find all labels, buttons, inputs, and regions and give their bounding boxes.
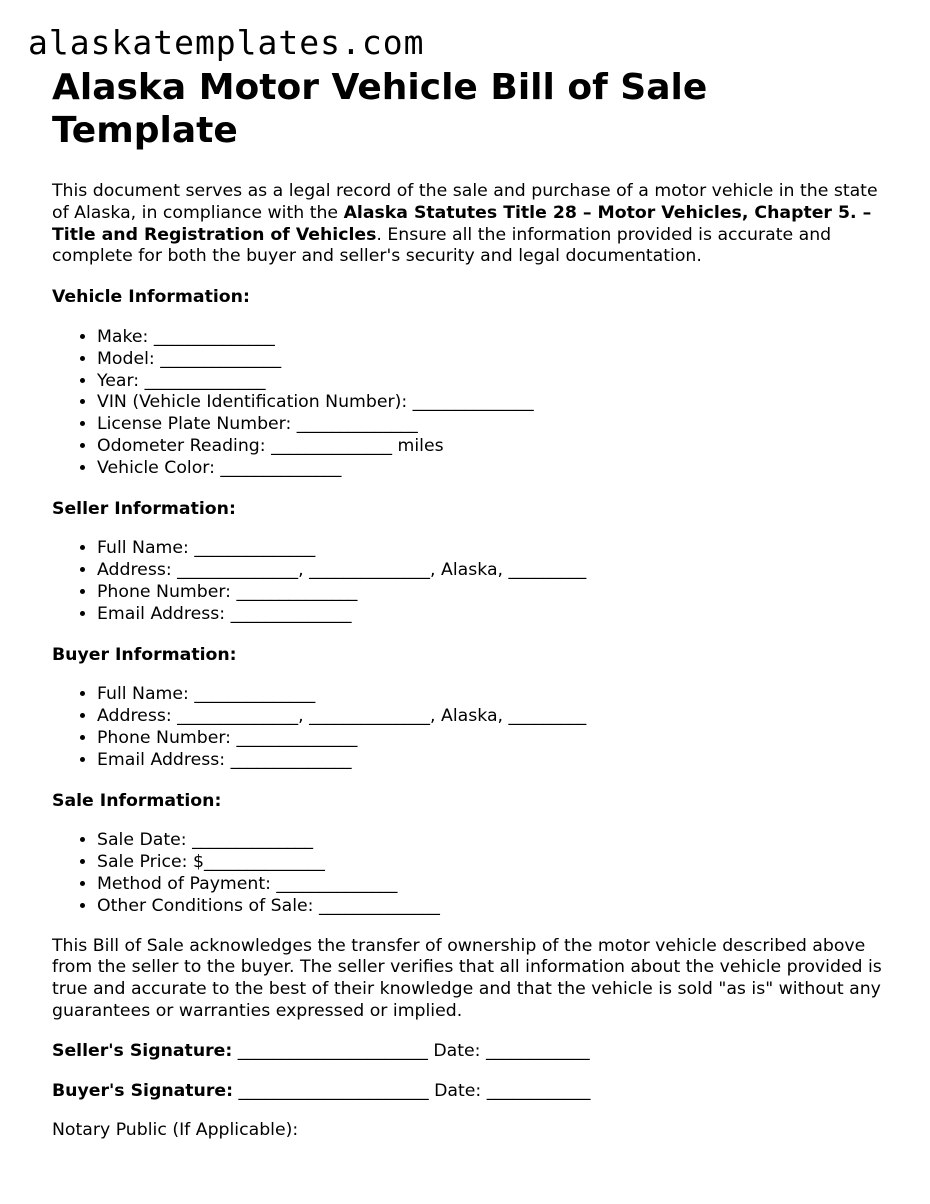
seller-signature-label: Seller's Signature: (52, 1040, 233, 1061)
statute-reference: Alaska Statutes Title 28 – Motor Vehicles, Chapter 5. – Title and Registration of Vehicles (52, 202, 872, 245)
list-item: • Year: ______________ (97, 371, 892, 393)
site-watermark: alaskatemplates.com (28, 23, 425, 62)
buyer-info-list (52, 684, 892, 771)
list-item: • Email Address: ______________ (97, 750, 892, 772)
list-item: • Make: ______________ (97, 327, 892, 349)
list-item: • Full Name: ______________ (97, 684, 892, 706)
buyer-signature-label: Buyer's Signature: (52, 1080, 233, 1101)
list-item: • Model: ______________ (97, 349, 892, 371)
list-item: • Email Address: ______________ (97, 604, 892, 626)
document-body (52, 66, 892, 1142)
list-item: • Sale Date: ______________ (97, 830, 892, 852)
list-item: • Phone Number: ______________ (97, 582, 892, 604)
list-item: • Address: ______________, ______________, Alaska, _________ (97, 560, 892, 582)
buyer-signature-line (52, 1081, 892, 1103)
sale-info-list (52, 830, 892, 917)
list-item: • Address: ______________, ______________, Alaska, _________ (97, 706, 892, 728)
buyer-info-heading: Buyer Information: (52, 644, 237, 665)
list-item: • Vehicle Color: ______________ (97, 458, 892, 480)
seller-info-heading: Seller Information: (52, 498, 236, 519)
vehicle-info-list (52, 327, 892, 480)
list-item: • Phone Number: ______________ (97, 728, 892, 750)
list-item: • Other Conditions of Sale: ______________ (97, 896, 892, 918)
list-item: • Method of Payment: ______________ (97, 874, 892, 896)
list-item: • Odometer Reading: ______________ miles (97, 436, 892, 458)
buyer-signature-blank: ______________________ Date: ____________ (233, 1080, 591, 1101)
seller-info-list (52, 538, 892, 625)
list-item: • Sale Price: $______________ (97, 852, 892, 874)
list-item: • VIN (Vehicle Identification Number): ______________ (97, 392, 892, 414)
intro-paragraph (52, 181, 892, 268)
list-item: • Full Name: ______________ (97, 538, 892, 560)
sale-info-heading: Sale Information: (52, 790, 222, 811)
list-item: • License Plate Number: ______________ (97, 414, 892, 436)
seller-signature-blank: ______________________ Date: ____________ (232, 1040, 590, 1061)
notary-line: Notary Public (If Applicable): (52, 1120, 299, 1141)
vehicle-info-heading: Vehicle Information: (52, 287, 250, 308)
document-title: Alaska Motor Vehicle Bill of Sale Template (52, 67, 708, 151)
seller-signature-line (52, 1041, 892, 1063)
intro-text-end: . Ensure all the information provided is accurate and complete for both the buyer and seller's security and legal documentation. (52, 224, 832, 267)
intro-text-start: This document serves as a legal record of the sale and purchase of a motor vehicle in the state of Alaska, in compliance with the (52, 181, 878, 223)
closing-paragraph: This Bill of Sale acknowledges the transfer of ownership of the motor vehicle described above from the seller to the buyer. The seller verifies that all information about the vehicle provided is true and accurate to the best of their knowledge and that the vehicle is sold "as is" without any guarantees or warranties expressed or implied. (52, 935, 882, 1021)
